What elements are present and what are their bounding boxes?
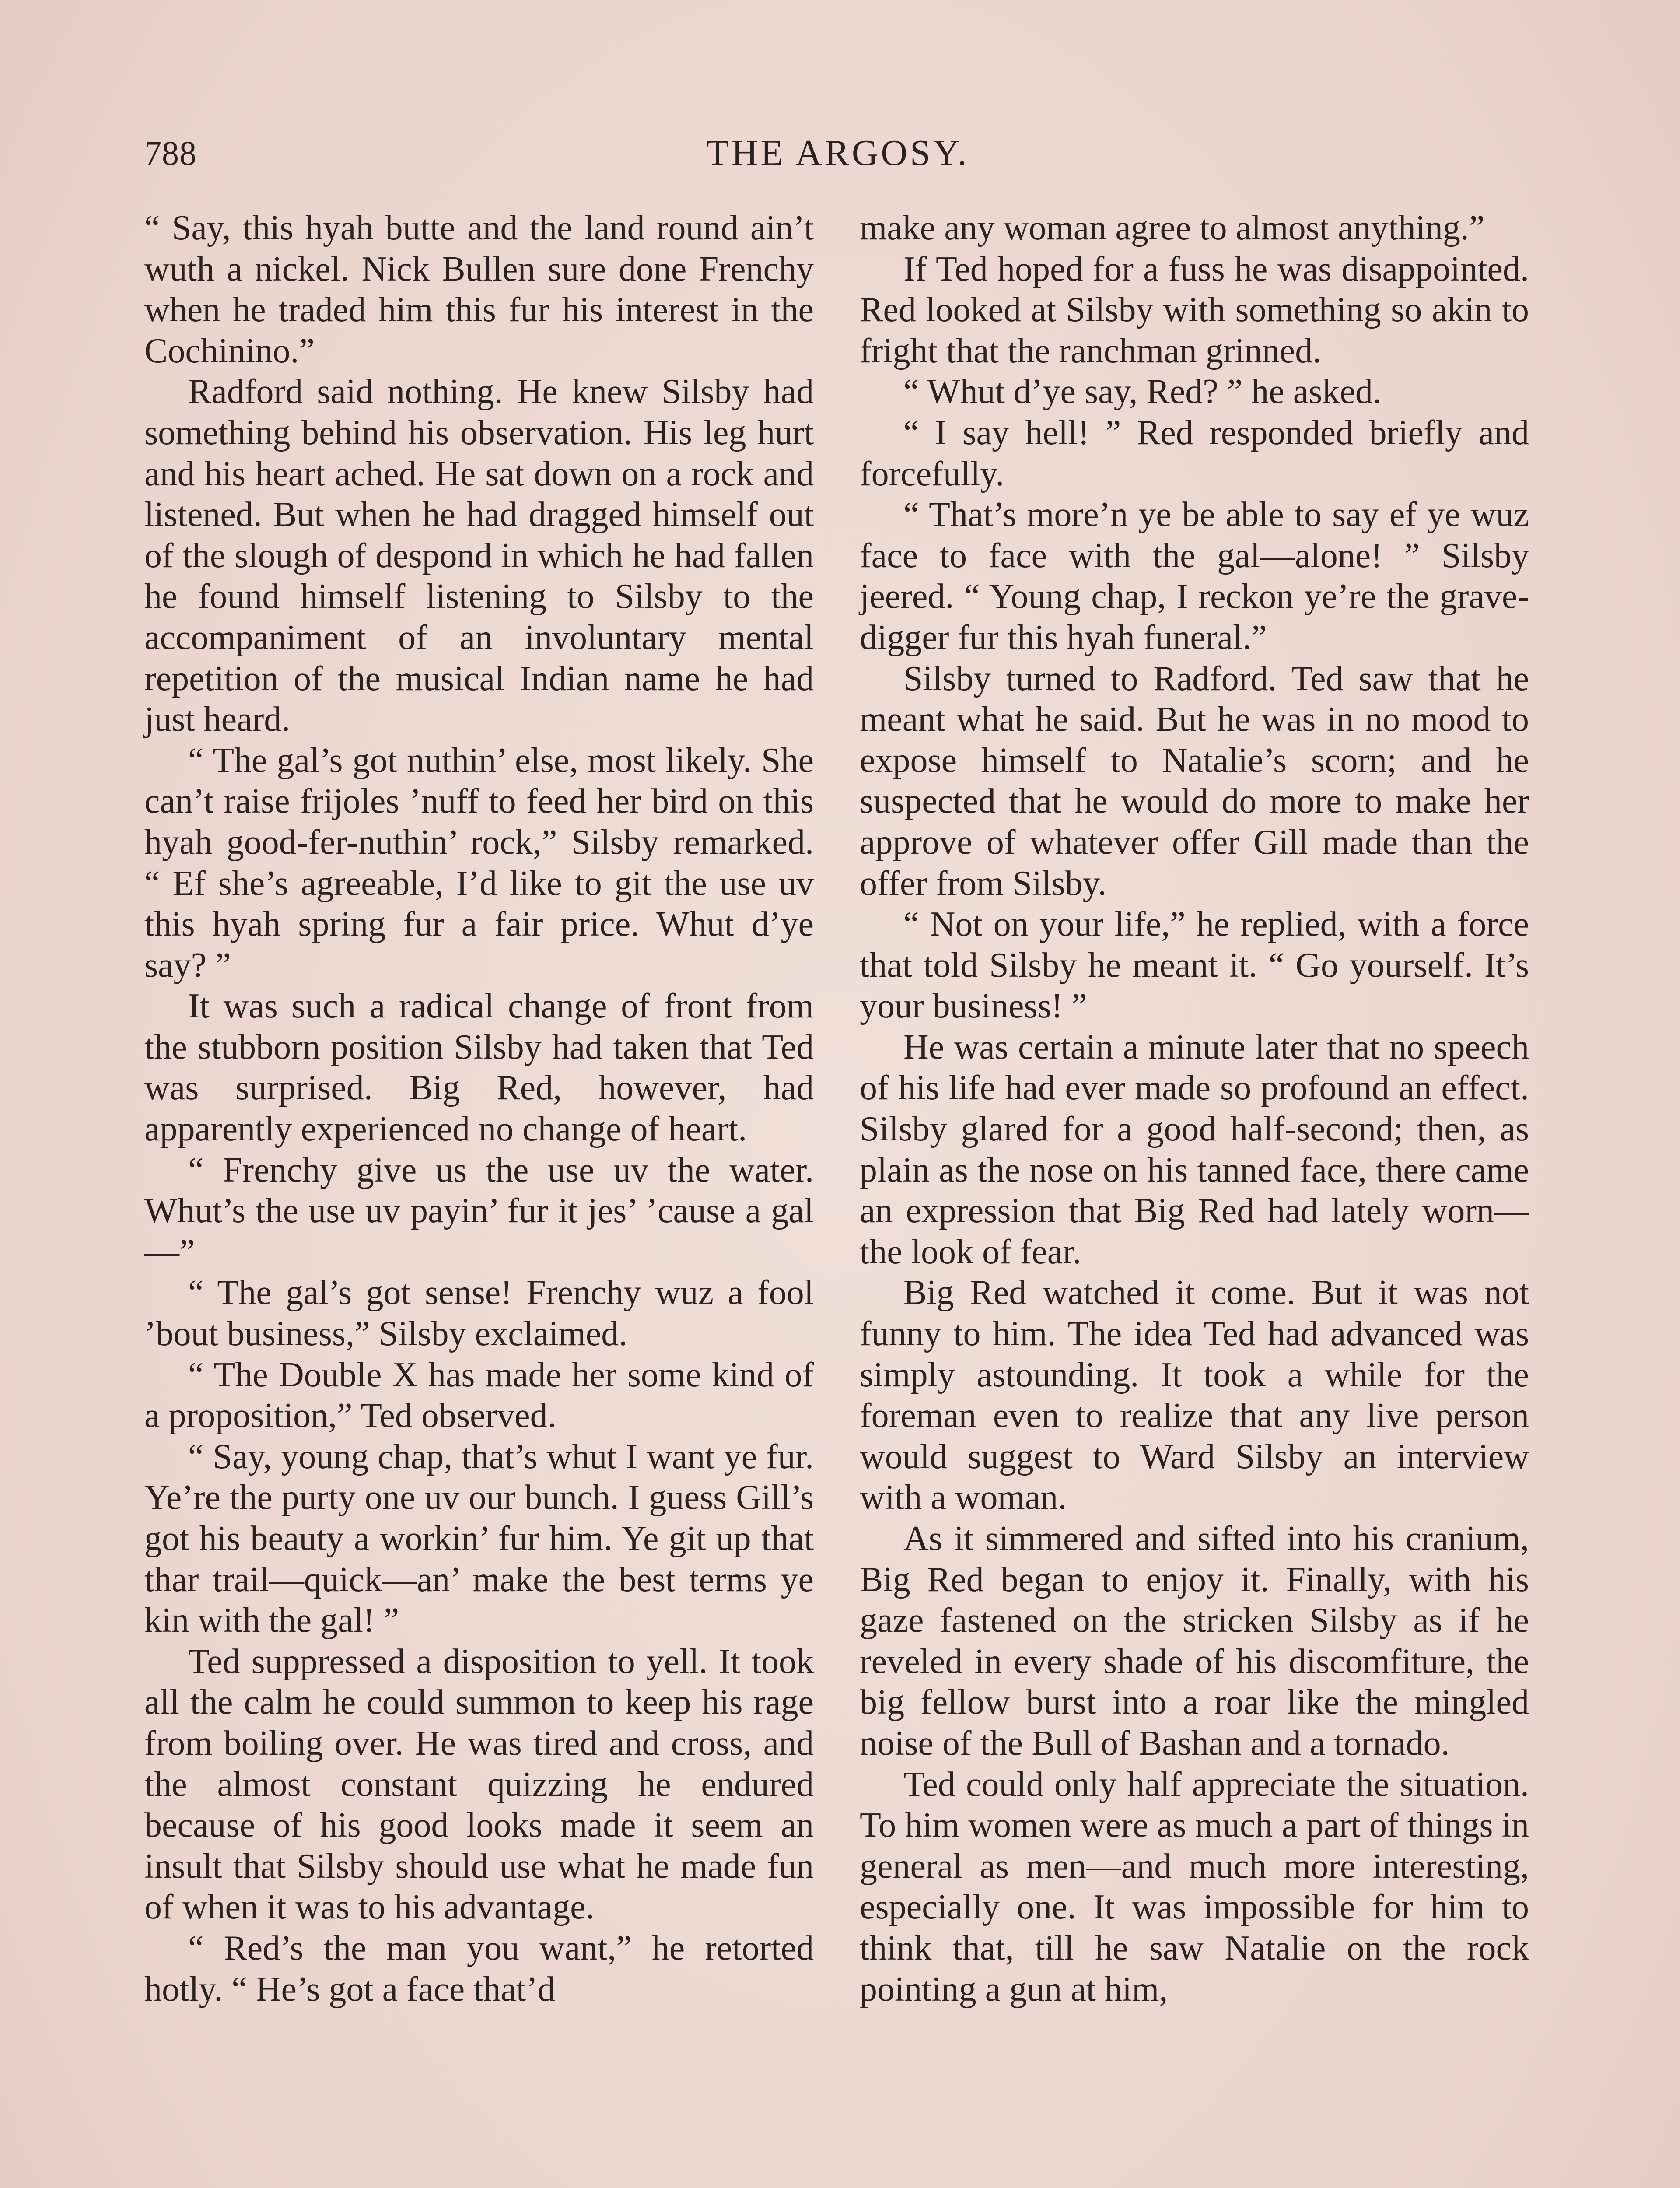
paragraph: Ted could only half appreciate the situation. To him women were as much a part of things in general as men—and much more interesting, especially one. It was impossible for him to think that, till he saw Natalie on the rock pointing a gun at him, [860, 1765, 1529, 2009]
paragraph: “ Not on your life,” he replied, with a force that told Silsby he meant it. “ Go yourself. It’s your business! ” [860, 905, 1529, 1026]
paragraph: “ I say hell! ” Red responded briefly and forcefully. [860, 413, 1529, 493]
paragraph: Silsby turned to Radford. Ted saw that he meant what he said. But he was in no mood to expose himself to Natalie’s scorn; and he suspected that he would do more to make her approve of whatever offer Gill made than the offer from Silsby. [860, 659, 1529, 903]
page-header [144, 131, 1531, 184]
right-column [860, 208, 1529, 2010]
left-column [144, 208, 814, 2010]
paragraph: “ Whut d’ye say, Red? ” he asked. [903, 372, 1382, 411]
paragraph: It was such a radical change of front from the stubborn position Silsby had taken that Ted was surprised. Big Red, however, had apparently experienced no change of heart. [144, 987, 814, 1149]
paragraph: “ The Double X has made her some kind of a proposition,” Ted observed. [144, 1355, 814, 1435]
paragraph: Ted suppressed a disposition to yell. It took all the calm he could summon to keep his rage from boiling over. He was tired and cross, and the almost constant quizzing he endured because of his good looks made it seem an insult that Silsby should use what he made fun of when it was to his advantage. [144, 1642, 814, 1927]
paragraph: “ That’s more’n ye be able to say ef ye wuz face to face with the gal—alone! ” Silsby jeered. “ Young chap, I reckon ye’re the grave-digger fur this hyah funeral.” [860, 495, 1529, 657]
paragraph: “ Red’s the man you want,” he retorted hotly. “ He’s got a face that’d [144, 1929, 814, 2009]
paragraph: Radford said nothing. He knew Silsby had something behind his observation. His leg hurt and his heart ached. He sat down on a rock and listened. But when he had dragged himself out of the slough of despond in which he had fallen he found himself listening to Silsby to the accompaniment of an involuntary mental repetition of the musical Indian name he had just heard. [144, 372, 814, 739]
paragraph: “ Say, young chap, that’s whut I want ye fur. Ye’re the purty one uv our bunch. I guess Gill’s got his beauty a workin’ fur him. Ye git up that thar trail—quick—an’ make the best terms ye kin with the gal! ” [144, 1437, 814, 1640]
paragraph: “ Say, this hyah butte and the land round ain’t wuth a nickel. Nick Bullen sure done Frenchy when he traded him this fur his interest in the Cochinino.” [144, 209, 814, 370]
paragraph: “ The gal’s got nuthin’ else, most likely. She can’t raise frijoles ’nuff to feed her bird on this hyah good-fer-nuthin’ rock,” Silsby remarked. “ Ef she’s agreeable, I’d like to git the use uv this hyah spring fur a fair price. Whut d’ye say? ” [144, 741, 814, 985]
paragraph: “ Frenchy give us the use uv the water. Whut’s the use uv payin’ fur it jes’ ’cause a gal—” [144, 1150, 814, 1271]
running-title: THE ARGOSY. [706, 133, 970, 173]
paragraph: make any woman agree to almost anything.” [860, 209, 1485, 247]
paragraph: As it simmered and sifted into his cranium, Big Red began to enjoy it. Finally, with his gaze fastened on the stricken Silsby as if he reveled in every shade of his discomfiture, the big fellow burst into a roar like the mingled noise of the Bull of Bashan and a tornado. [860, 1519, 1529, 1763]
paragraph: “ The gal’s got sense! Frenchy wuz a fool ’bout business,” Silsby exclaimed. [144, 1273, 814, 1353]
page-number: 788 [144, 134, 197, 172]
paragraph: He was certain a minute later that no speech of his life had ever made so profound an effect. Silsby glared for a good half-second; then, as plain as the nose on his tanned face, there came an expression that Big Red had lately worn—the look of fear. [860, 1027, 1529, 1271]
paragraph: If Ted hoped for a fuss he was disappointed. Red looked at Silsby with something so akin to fright that the ranchman grinned. [860, 249, 1529, 370]
paragraph: Big Red watched it come. But it was not funny to him. The idea Ted had advanced was simply astounding. It took a while for the foreman even to realize that any live person would suggest to Ward Silsby an interview with a woman. [860, 1273, 1529, 1517]
